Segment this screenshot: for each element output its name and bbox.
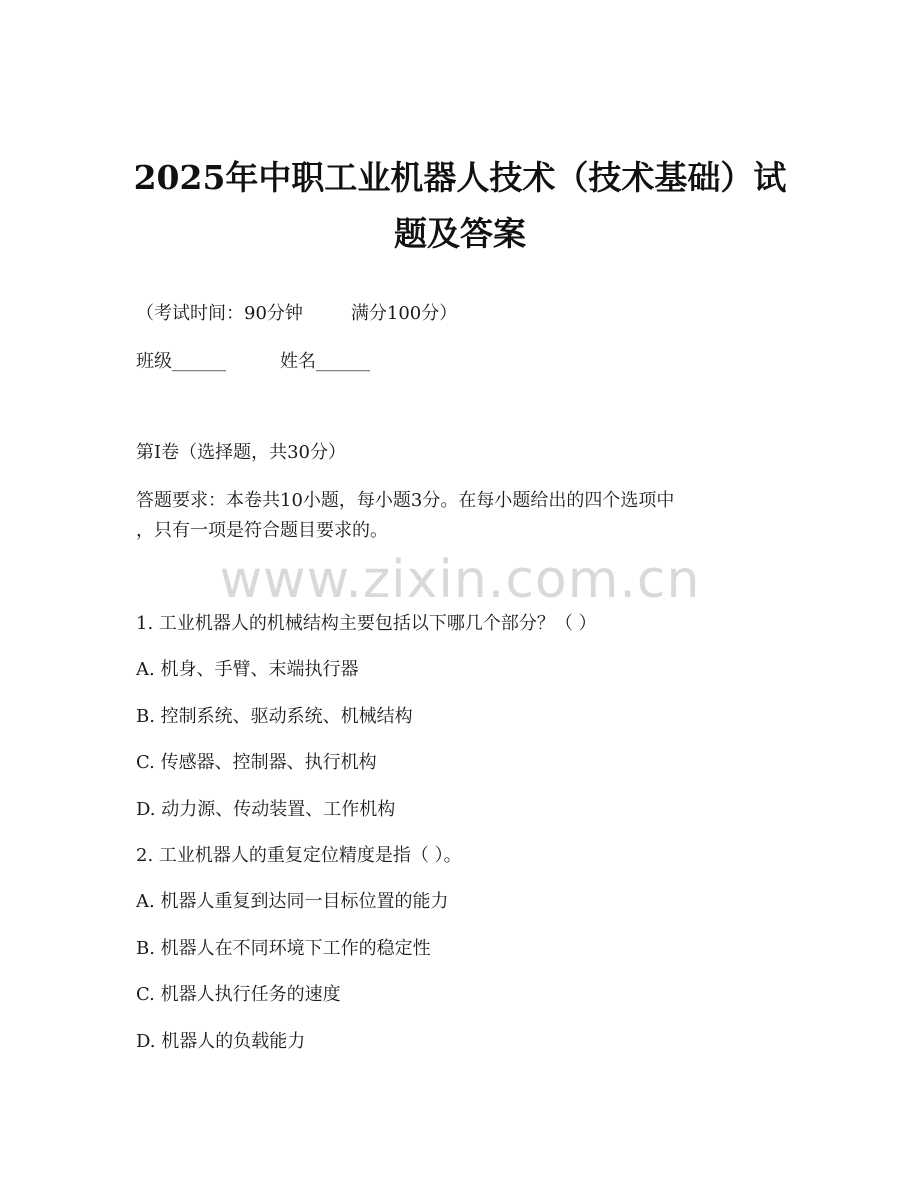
question-1-option-d: D. 动力源、传动装置、工作机构 bbox=[136, 799, 396, 820]
name-field: 姓名______ bbox=[280, 351, 370, 372]
instructions-line-2: ，只有一项是符合题目要求的。 bbox=[136, 520, 388, 541]
question-2-option-c: C. 机器人执行任务的速度 bbox=[136, 984, 341, 1005]
question-1-option-c: C. 传感器、控制器、执行机构 bbox=[136, 752, 377, 773]
instructions-line-1: 答题要求：本卷共10小题，每小题3分。在每小题给出的四个选项中 bbox=[136, 490, 675, 511]
exam-info bbox=[136, 302, 457, 326]
question-2-option-d: D. 机器人的负载能力 bbox=[136, 1031, 306, 1052]
question-1-option-a: A. 机身、手臂、末端执行器 bbox=[136, 659, 359, 680]
question-1-stem: 1. 工业机器人的机械结构主要包括以下哪几个部分？（ ） bbox=[136, 613, 597, 634]
question-2-stem: 2. 工业机器人的重复定位精度是指（ ）。 bbox=[136, 845, 462, 866]
section-heading: 第I卷（选择题，共30分） bbox=[136, 442, 347, 463]
title-line-1: 2025年中职工业机器人技术（技术基础）试 bbox=[133, 158, 787, 197]
class-field: 班级______ bbox=[136, 351, 226, 372]
exam-time: （考试时间：90分钟 bbox=[136, 303, 303, 324]
question-2-option-a: A. 机器人重复到达同一目标位置的能力 bbox=[136, 891, 449, 912]
full-score: 满分100分） bbox=[350, 303, 458, 324]
question-2-option-b: B. 机器人在不同环境下工作的稳定性 bbox=[136, 938, 431, 959]
document-title bbox=[110, 150, 810, 262]
student-info bbox=[136, 350, 370, 374]
title-line-2: 题及答案 bbox=[394, 214, 526, 253]
watermark: www.zixin.com.cn bbox=[219, 550, 701, 610]
question-1-option-b: B. 控制系统、驱动系统、机械结构 bbox=[136, 706, 413, 727]
